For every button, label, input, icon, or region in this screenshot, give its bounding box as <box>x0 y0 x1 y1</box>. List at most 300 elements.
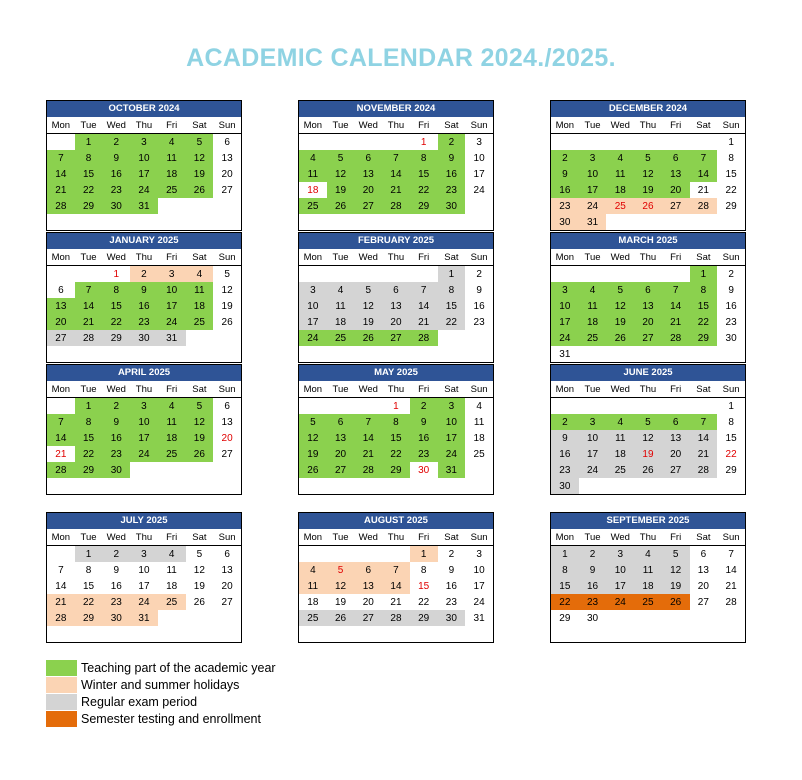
day-cell: 22 <box>410 182 438 198</box>
day-cell: 29 <box>382 462 410 478</box>
day-cell: 26 <box>186 446 214 462</box>
day-cell: 30 <box>725 332 737 344</box>
weekday-header: Tue <box>75 117 103 134</box>
weekday-header: Sun <box>465 117 493 134</box>
day-cell: 31 <box>438 462 466 478</box>
day-cell: 6 <box>634 282 662 298</box>
day-cell: 6 <box>224 400 230 412</box>
empty-cell <box>158 198 186 214</box>
day-cell: 24 <box>158 314 186 330</box>
weekday-header: Thu <box>130 381 158 398</box>
day-cell: 9 <box>476 284 482 296</box>
day-cell: 29 <box>410 610 438 626</box>
day-cell: 30 <box>102 198 130 214</box>
weekday-header: Sun <box>213 249 241 266</box>
day-cell: 8 <box>728 152 734 164</box>
day-cell: 28 <box>410 330 438 346</box>
day-cell: 25 <box>634 594 662 610</box>
empty-cell <box>186 198 214 214</box>
month-title: SEPTEMBER 2025 <box>551 513 745 529</box>
empty-cell <box>213 346 241 362</box>
day-cell: 16 <box>551 446 579 462</box>
day-cell: 19 <box>327 182 355 198</box>
empty-cell <box>102 214 130 230</box>
day-cell: 10 <box>579 430 607 446</box>
day-cell: 28 <box>690 462 718 478</box>
day-cell: 24 <box>130 594 158 610</box>
day-cell: 1 <box>728 400 734 412</box>
empty-cell <box>327 546 355 563</box>
day-cell: 26 <box>327 610 355 626</box>
day-cell: 27 <box>47 330 75 346</box>
empty-cell <box>579 134 607 151</box>
weekday-header: Wed <box>102 117 130 134</box>
weekday-header: Fri <box>158 249 186 266</box>
empty-cell <box>47 214 75 230</box>
weekday-header: Wed <box>102 529 130 546</box>
weekday-header: Sun <box>717 249 745 266</box>
day-cell: 17 <box>438 430 466 446</box>
weekday-header: Thu <box>634 117 662 134</box>
weekday-header: Tue <box>579 117 607 134</box>
empty-cell <box>354 266 382 283</box>
day-cell: 7 <box>410 282 438 298</box>
empty-cell <box>327 214 355 230</box>
day-cell: 9 <box>728 284 734 296</box>
day-cell: 12 <box>186 150 214 166</box>
empty-cell <box>410 478 438 494</box>
day-cell: 13 <box>221 152 233 164</box>
weekday-header: Wed <box>354 381 382 398</box>
day-cell: 21 <box>410 314 438 330</box>
empty-cell <box>158 214 186 230</box>
weekday-header: Fri <box>410 381 438 398</box>
weekday-header: Mon <box>47 249 75 266</box>
day-cell: 5 <box>354 282 382 298</box>
day-cell: 8 <box>75 150 103 166</box>
empty-cell <box>354 626 382 642</box>
day-cell: 30 <box>102 462 130 478</box>
empty-cell <box>382 266 410 283</box>
empty-cell <box>717 626 745 642</box>
month-title: JANUARY 2025 <box>47 233 241 249</box>
day-cell: 21 <box>697 184 709 196</box>
day-cell: 2 <box>102 398 130 415</box>
empty-cell <box>102 478 130 494</box>
empty-cell <box>579 346 607 362</box>
day-cell: 29 <box>75 610 103 626</box>
day-cell: 20 <box>221 168 233 180</box>
empty-cell <box>47 546 75 563</box>
day-cell: 30 <box>102 610 130 626</box>
day-cell: 14 <box>55 580 67 592</box>
day-cell: 14 <box>662 298 690 314</box>
empty-cell <box>299 214 327 230</box>
day-cell: 17 <box>579 446 607 462</box>
day-cell: 8 <box>420 564 427 576</box>
day-cell: 14 <box>47 166 75 182</box>
day-cell: 15 <box>75 166 103 182</box>
day-cell: 4 <box>299 562 327 578</box>
empty-cell <box>465 462 493 478</box>
day-cell: 27 <box>662 462 690 478</box>
day-cell: 14 <box>725 564 737 576</box>
day-cell: 14 <box>410 298 438 314</box>
day-cell: 23 <box>410 446 438 462</box>
empty-cell <box>299 626 327 642</box>
day-cell: 26 <box>606 330 634 346</box>
weekday-header: Fri <box>410 117 438 134</box>
day-cell: 17 <box>299 314 327 330</box>
day-cell: 11 <box>327 298 355 314</box>
day-cell: 27 <box>634 330 662 346</box>
day-cell: 16 <box>438 166 466 182</box>
weekday-header: Tue <box>327 381 355 398</box>
day-cell: 18 <box>579 314 607 330</box>
empty-cell <box>213 462 241 478</box>
day-cell: 12 <box>186 414 214 430</box>
day-cell: 7 <box>662 282 690 298</box>
day-cell: 15 <box>102 298 130 314</box>
empty-cell <box>186 626 214 642</box>
day-cell: 13 <box>354 166 382 182</box>
empty-cell <box>465 478 493 494</box>
empty-cell <box>47 134 75 151</box>
empty-cell <box>438 626 466 642</box>
empty-cell <box>130 626 158 642</box>
day-cell: 4 <box>299 150 327 166</box>
day-cell: 26 <box>634 198 662 214</box>
day-cell: 21 <box>725 580 737 592</box>
day-cell: 15 <box>725 432 737 444</box>
day-cell: 20 <box>382 314 410 330</box>
day-cell: 11 <box>158 414 186 430</box>
empty-cell <box>354 398 382 415</box>
day-cell: 26 <box>662 594 690 610</box>
empty-cell <box>158 462 186 478</box>
day-cell: 28 <box>690 198 718 214</box>
empty-cell <box>410 266 438 283</box>
day-cell: 20 <box>327 446 355 462</box>
day-cell: 27 <box>354 198 382 214</box>
day-cell: 13 <box>697 564 709 576</box>
day-cell: 11 <box>186 282 214 298</box>
weekday-header: Wed <box>606 117 634 134</box>
month-september-2025 <box>550 512 746 643</box>
empty-cell <box>327 266 355 283</box>
day-cell: 31 <box>559 348 571 360</box>
legend-label: Regular exam period <box>81 694 198 709</box>
day-cell: 3 <box>551 282 579 298</box>
empty-cell <box>606 134 634 151</box>
empty-cell <box>327 346 355 362</box>
empty-cell <box>579 626 607 642</box>
empty-cell <box>299 398 327 415</box>
weekday-header: Thu <box>634 249 662 266</box>
weekday-header: Mon <box>47 529 75 546</box>
day-cell: 3 <box>130 398 158 415</box>
day-cell: 10 <box>138 564 150 576</box>
day-cell: 31 <box>473 612 485 624</box>
weekday-header: Thu <box>382 117 410 134</box>
day-cell: 20 <box>697 580 709 592</box>
empty-cell <box>551 398 579 415</box>
day-cell: 7 <box>47 150 75 166</box>
day-cell: 25 <box>606 462 634 478</box>
day-cell: 22 <box>75 594 103 610</box>
empty-cell <box>130 214 158 230</box>
day-cell: 25 <box>579 330 607 346</box>
day-cell: 20 <box>662 446 690 462</box>
day-cell: 11 <box>579 298 607 314</box>
empty-cell <box>75 266 103 283</box>
day-cell: 5 <box>196 548 203 560</box>
day-cell: 21 <box>47 182 75 198</box>
empty-cell <box>299 478 327 494</box>
empty-cell <box>634 266 662 283</box>
day-cell: 17 <box>130 430 158 446</box>
day-cell: 25 <box>158 446 186 462</box>
month-title: DECEMBER 2024 <box>551 101 745 117</box>
day-cell: 22 <box>725 448 737 460</box>
weekday-header: Mon <box>551 117 579 134</box>
day-cell: 29 <box>75 198 103 214</box>
day-cell: 15 <box>418 580 430 592</box>
day-cell: 28 <box>725 596 737 608</box>
day-cell: 1 <box>551 546 579 563</box>
weekday-header: Sat <box>186 381 214 398</box>
day-cell: 19 <box>606 314 634 330</box>
day-cell: 16 <box>473 300 485 312</box>
day-cell: 4 <box>634 546 662 563</box>
day-cell: 29 <box>690 330 718 346</box>
empty-cell <box>662 610 690 626</box>
weekday-header: Fri <box>662 381 690 398</box>
day-cell: 19 <box>299 446 327 462</box>
day-cell: 24 <box>606 594 634 610</box>
day-cell: 8 <box>410 150 438 166</box>
day-cell: 2 <box>579 546 607 563</box>
day-cell: 27 <box>382 330 410 346</box>
day-cell: 8 <box>85 564 92 576</box>
legend <box>46 659 276 727</box>
day-cell: 26 <box>186 182 214 198</box>
empty-cell <box>158 346 186 362</box>
day-cell: 18 <box>307 184 319 196</box>
day-cell: 3 <box>476 548 482 560</box>
empty-cell <box>213 626 241 642</box>
empty-cell <box>662 626 690 642</box>
day-cell: 5 <box>327 562 355 578</box>
empty-cell <box>213 610 241 626</box>
day-cell: 21 <box>55 448 67 460</box>
day-cell: 15 <box>438 298 466 314</box>
day-cell: 9 <box>438 150 466 166</box>
weekday-header: Thu <box>130 249 158 266</box>
weekday-header: Sun <box>465 529 493 546</box>
day-cell: 21 <box>662 314 690 330</box>
weekday-header: Sun <box>465 249 493 266</box>
empty-cell <box>102 626 130 642</box>
day-cell: 4 <box>579 282 607 298</box>
weekday-header: Tue <box>327 117 355 134</box>
empty-cell <box>690 214 718 230</box>
weekday-header: Thu <box>382 249 410 266</box>
day-cell: 12 <box>327 166 355 182</box>
day-cell: 2 <box>728 268 734 280</box>
day-cell: 28 <box>75 330 103 346</box>
day-cell: 7 <box>75 282 103 298</box>
weekday-header: Wed <box>606 381 634 398</box>
empty-cell <box>186 478 214 494</box>
empty-cell <box>662 346 690 362</box>
day-cell: 28 <box>382 198 410 214</box>
day-cell: 19 <box>186 166 214 182</box>
weekday-header: Wed <box>354 249 382 266</box>
empty-cell <box>634 478 662 494</box>
day-cell: 12 <box>606 298 634 314</box>
weekday-header: Fri <box>158 381 186 398</box>
day-cell: 14 <box>354 430 382 446</box>
day-cell: 8 <box>728 416 734 428</box>
day-cell: 6 <box>354 150 382 166</box>
day-cell: 27 <box>662 198 690 214</box>
day-cell: 7 <box>58 564 64 576</box>
day-cell: 9 <box>551 166 579 182</box>
empty-cell <box>327 626 355 642</box>
day-cell: 16 <box>110 580 122 592</box>
weekday-header: Mon <box>551 249 579 266</box>
empty-cell <box>465 330 493 346</box>
day-cell: 8 <box>75 414 103 430</box>
day-cell: 2 <box>102 134 130 151</box>
day-cell: 14 <box>382 166 410 182</box>
day-cell: 1 <box>410 546 438 563</box>
day-cell: 18 <box>158 430 186 446</box>
empty-cell <box>299 346 327 362</box>
day-cell: 7 <box>382 562 410 578</box>
day-cell: 22 <box>690 314 718 330</box>
empty-cell <box>606 398 634 415</box>
day-cell: 13 <box>662 166 690 182</box>
weekday-header: Fri <box>410 249 438 266</box>
day-cell: 22 <box>418 596 430 608</box>
month-october-2024 <box>46 100 242 231</box>
day-cell: 29 <box>102 330 130 346</box>
day-cell: 31 <box>579 214 607 230</box>
day-cell: 4 <box>158 546 186 563</box>
day-cell: 20 <box>221 580 233 592</box>
day-cell: 30 <box>586 612 599 624</box>
empty-cell <box>465 346 493 362</box>
day-cell: 12 <box>327 578 355 594</box>
weekday-header: Fri <box>662 117 690 134</box>
empty-cell <box>75 478 103 494</box>
day-cell: 5 <box>606 282 634 298</box>
day-cell: 21 <box>390 596 402 608</box>
month-title: MARCH 2025 <box>551 233 745 249</box>
day-cell: 11 <box>299 578 327 594</box>
day-cell: 31 <box>158 330 186 346</box>
day-cell: 4 <box>327 282 355 298</box>
day-cell: 15 <box>725 168 737 180</box>
empty-cell <box>465 626 493 642</box>
empty-cell <box>382 478 410 494</box>
empty-cell <box>354 214 382 230</box>
empty-cell <box>382 134 410 151</box>
day-cell: 9 <box>551 430 579 446</box>
day-cell: 22 <box>102 314 130 330</box>
day-cell: 30 <box>130 330 158 346</box>
day-cell: 5 <box>634 150 662 166</box>
month-april-2025 <box>46 364 242 495</box>
day-cell: 14 <box>75 298 103 314</box>
day-cell: 24 <box>130 446 158 462</box>
day-cell: 19 <box>634 182 662 198</box>
day-cell: 27 <box>327 462 355 478</box>
empty-cell <box>465 198 493 214</box>
day-cell: 7 <box>382 150 410 166</box>
empty-cell <box>606 626 634 642</box>
day-cell: 21 <box>75 314 103 330</box>
day-cell: 24 <box>473 596 485 608</box>
day-cell: 30 <box>438 198 466 214</box>
day-cell: 16 <box>130 298 158 314</box>
day-cell: 18 <box>473 432 485 444</box>
day-cell: 28 <box>47 198 75 214</box>
day-cell: 9 <box>130 282 158 298</box>
empty-cell <box>327 478 355 494</box>
empty-cell <box>327 398 355 415</box>
legend-label: Teaching part of the academic year <box>81 660 276 675</box>
day-cell: 25 <box>299 610 327 626</box>
weekday-header: Thu <box>382 529 410 546</box>
day-cell: 17 <box>473 580 485 592</box>
day-cell: 10 <box>606 562 634 578</box>
day-cell: 7 <box>728 548 734 560</box>
day-cell: 2 <box>102 546 130 563</box>
day-cell: 29 <box>725 200 737 212</box>
weekday-header: Sat <box>690 529 718 546</box>
empty-cell <box>47 626 75 642</box>
day-cell: 19 <box>354 314 382 330</box>
empty-cell <box>130 478 158 494</box>
empty-cell <box>186 330 214 346</box>
weekday-header: Mon <box>299 117 327 134</box>
day-cell: 17 <box>138 580 150 592</box>
weekday-header: Thu <box>130 117 158 134</box>
day-cell: 22 <box>725 184 737 196</box>
day-cell: 5 <box>299 414 327 430</box>
legend-swatch <box>46 677 77 693</box>
empty-cell <box>690 134 718 151</box>
weekday-header: Wed <box>606 529 634 546</box>
month-title: AUGUST 2025 <box>299 513 493 529</box>
day-cell: 15 <box>410 166 438 182</box>
legend-item <box>46 710 276 727</box>
day-cell: 19 <box>662 578 690 594</box>
day-cell: 11 <box>634 562 662 578</box>
day-cell: 8 <box>438 282 466 298</box>
day-cell: 28 <box>47 462 75 478</box>
day-cell: 17 <box>130 166 158 182</box>
day-cell: 25 <box>299 198 327 214</box>
weekday-header: Sun <box>465 381 493 398</box>
day-cell: 23 <box>551 462 579 478</box>
day-cell: 18 <box>158 166 186 182</box>
weekday-header: Mon <box>299 249 327 266</box>
day-cell: 10 <box>473 564 485 576</box>
